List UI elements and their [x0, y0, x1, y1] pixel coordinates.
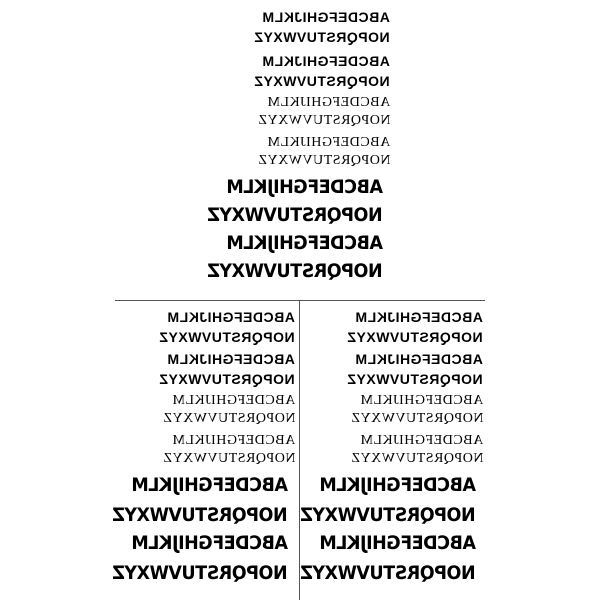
alphabet-line: NOPQRSTUVWXYZ: [207, 260, 383, 282]
alphabet-line: NOPQRSTUVWXYZ: [257, 153, 390, 168]
alphabet-line: NOPQRSTUVWXYZ: [162, 411, 295, 426]
alphabet-line: NOPQRSTUVWXYZ: [254, 29, 390, 45]
alphabet-line: NOPQRSTUVWXYZ: [257, 113, 390, 128]
horizontal-divider: [115, 300, 485, 301]
alphabet-line: ABCDEFGHIJKLM: [167, 351, 295, 367]
alphabet-line: ABCDEFGHIJKLM: [320, 474, 477, 496]
alphabet-line: NOPQRSTUVWXYZ: [347, 329, 483, 345]
top-panel: [200, 8, 390, 293]
alphabet-line: NOPQRSTUVWXYZ: [112, 504, 288, 526]
alphabet-line: NOPQRSTUVWXYZ: [162, 451, 295, 466]
alphabet-line: ABCDEFGHIJKLM: [266, 95, 390, 110]
alphabet-line: ABCDEFGHIJKLM: [359, 433, 483, 448]
alphabet-line: NOPQRSTUVWXYZ: [350, 451, 483, 466]
alphabet-line: ABCDEFGHIJKLM: [266, 135, 390, 150]
alphabet-line: ABCDEFGHIJKLM: [320, 532, 477, 554]
alphabet-line: NOPQRSTUVWXYZ: [350, 411, 483, 426]
bottom-right-panel: [300, 308, 483, 593]
alphabet-line: ABCDEFGHIJKLM: [359, 393, 483, 408]
alphabet-line: ABCDEFGHIJKLM: [227, 176, 384, 198]
alphabet-line: NOPQRSTUVWXYZ: [300, 562, 476, 584]
alphabet-line: NOPQRSTUVWXYZ: [254, 73, 390, 89]
vertical-divider: [299, 300, 300, 600]
alphabet-line: ABCDEFGHIJKLM: [171, 393, 295, 408]
alphabet-line: ABCDEFGHIJKLM: [132, 474, 289, 496]
alphabet-line: ABCDEFGHIJKLM: [262, 9, 390, 25]
alphabet-line: ABCDEFGHIJKLM: [355, 351, 483, 367]
alphabet-line: ABCDEFGHIJKLM: [355, 309, 483, 325]
alphabet-line: ABCDEFGHIJKLM: [227, 232, 384, 254]
alphabet-line: NOPQRSTUVWXYZ: [159, 329, 295, 345]
alphabet-line: NOPQRSTUVWXYZ: [207, 204, 383, 226]
alphabet-line: ABCDEFGHIJKLM: [171, 433, 295, 448]
alphabet-line: NOPQRSTUVWXYZ: [300, 504, 476, 526]
alphabet-line: ABCDEFGHIJKLM: [132, 532, 289, 554]
alphabet-line: NOPQRSTUVWXYZ: [112, 562, 288, 584]
alphabet-line: NOPQRSTUVWXYZ: [347, 371, 483, 387]
alphabet-line: ABCDEFGHIJKLM: [262, 53, 390, 69]
alphabet-line: NOPQRSTUVWXYZ: [159, 371, 295, 387]
bottom-left-panel: [112, 308, 295, 593]
alphabet-line: ABCDEFGHIJKLM: [167, 309, 295, 325]
